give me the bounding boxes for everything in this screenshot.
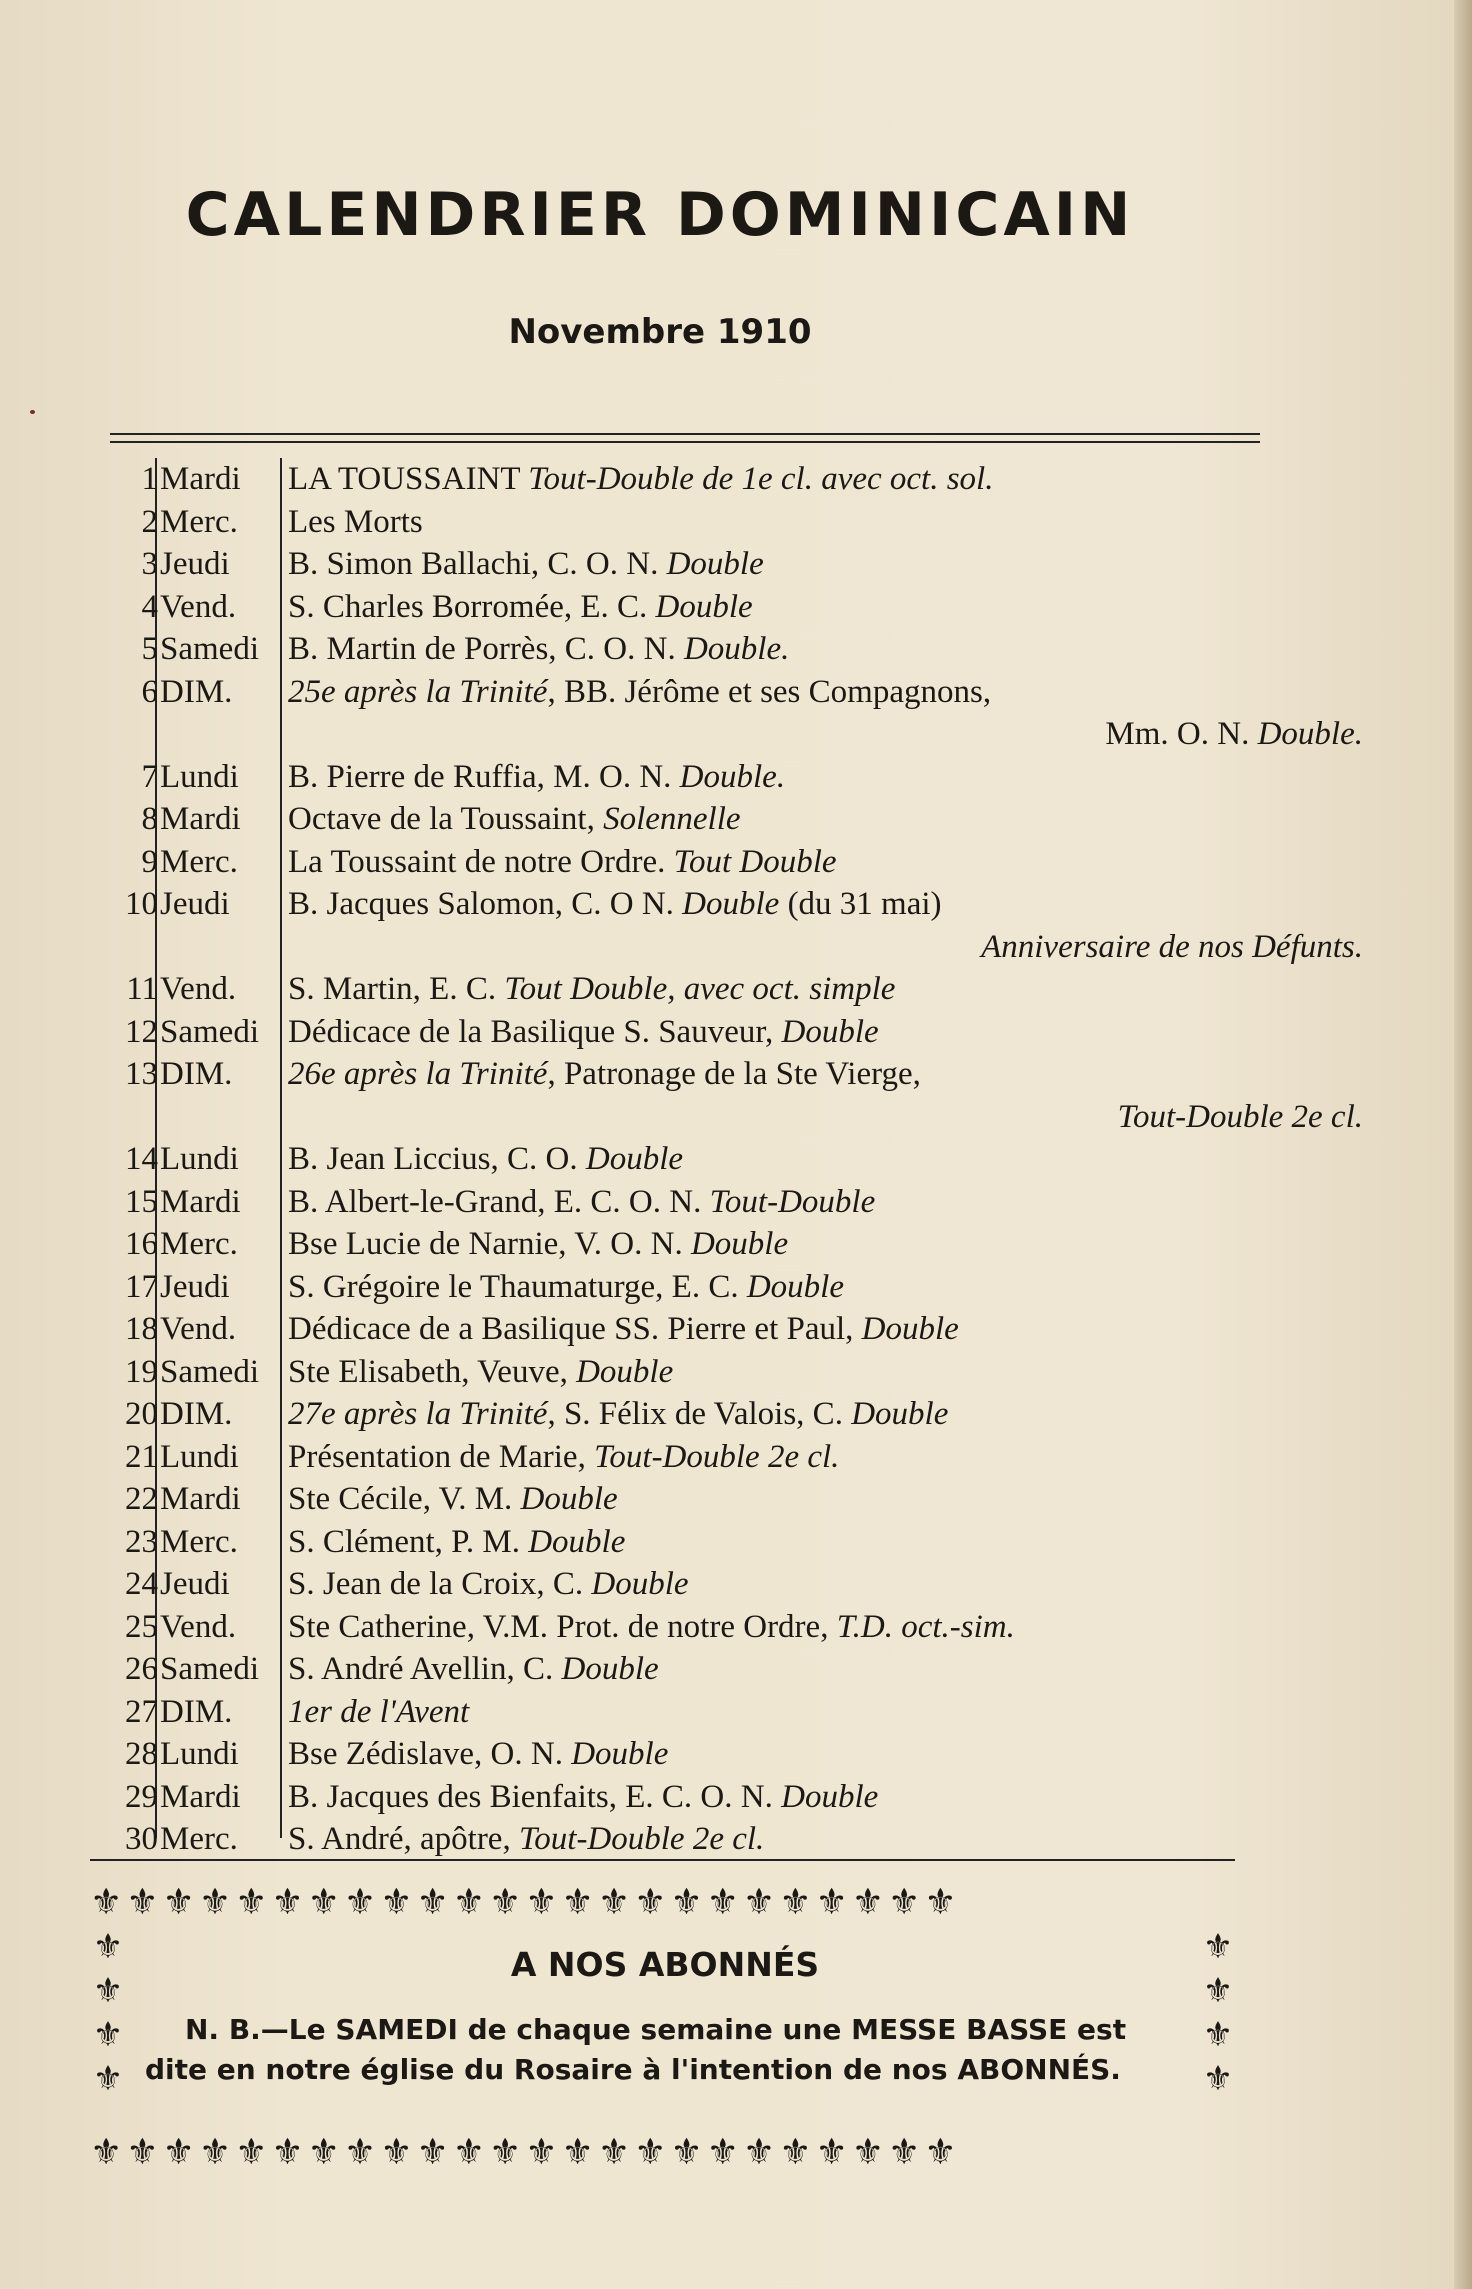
day-number: 21 [125, 1438, 158, 1475]
feast-name-text: Octave de la Toussaint, [288, 801, 604, 837]
fleur-de-lis-border-top: ⚜⚜⚜⚜⚜⚜⚜⚜⚜⚜⚜⚜⚜⚜⚜⚜⚜⚜⚜⚜⚜⚜⚜⚜ [90, 1882, 961, 1923]
weekday: Merc. [160, 1523, 238, 1560]
fleur-de-lis-border-right [1198, 1925, 1238, 2101]
feast-name-text: Ste Cécile, V. M. [288, 1481, 521, 1517]
day-number: 2 [141, 503, 158, 540]
weekday: Vend. [160, 588, 237, 625]
day-number: 14 [125, 1141, 158, 1177]
fleur-de-lis-icon: ⚜ [92, 1927, 124, 1967]
feast-name-text: S. Grégoire le Thaumaturge, E. C. [288, 1268, 747, 1305]
page-edge [1454, 0, 1472, 2289]
month-heading: Novembre 1910 [508, 312, 812, 352]
feast-entry [288, 543, 1363, 585]
feast-rank-text: Double [520, 1481, 618, 1517]
fleur-de-lis-border-bottom: ⚜⚜⚜⚜⚜⚜⚜⚜⚜⚜⚜⚜⚜⚜⚜⚜⚜⚜⚜⚜⚜⚜⚜⚜ [90, 2132, 961, 2173]
fleur-de-lis-icon: ⚜ [1202, 2015, 1234, 2055]
weekday: Mardi [160, 1778, 241, 1815]
weekday: Mardi [160, 1183, 241, 1220]
feast-entry [288, 586, 1363, 628]
feast-name-text: Mm. O. N. [1105, 716, 1258, 752]
feast-entry [288, 798, 1363, 840]
feast-entry [288, 968, 1363, 1010]
feast-rank-text: Tout Double, avec oct. simple [504, 971, 896, 1007]
feast-rank-text: T.D. oct.-sim. [836, 1608, 1015, 1645]
feast-name-text: La Toussaint de notre Ordre. [288, 843, 674, 880]
feast-rank-text: Double [576, 1353, 674, 1390]
feast-rank-text: Tout-Double 2e cl. [518, 1821, 765, 1857]
feast-entry-continuation [288, 926, 1369, 968]
feast-entry [288, 628, 1363, 670]
feast-entry [288, 756, 1363, 798]
day-number: 26 [125, 1651, 158, 1687]
feast-rank-text: Double [682, 886, 780, 922]
feast-name-text: Dédicace de a Basilique SS. Pierre et Paul, [288, 1311, 862, 1347]
weekday: Lundi [160, 758, 239, 795]
feast-entry [288, 1053, 1363, 1095]
day-number: 5 [141, 631, 158, 667]
day-number: 10 [125, 886, 158, 922]
feast-rank-text: Double [851, 1396, 949, 1432]
weekday: Samedi [160, 631, 259, 667]
day-number: 4 [141, 588, 158, 625]
weekday: Jeudi [160, 1268, 230, 1305]
feast-name-text: (du 31 mai) [779, 886, 942, 922]
weekday: Samedi [160, 1013, 259, 1050]
weekday: DIM. [160, 1056, 233, 1092]
feast-name-text: S. Charles Borromée, E. C. [288, 588, 656, 625]
feast-entry [288, 1266, 1363, 1308]
feast-entry [288, 501, 1363, 543]
feast-rank-text: Double [861, 1311, 959, 1347]
day-number: 20 [125, 1396, 158, 1432]
day-number: 17 [125, 1268, 158, 1305]
feast-rank-text: 27e après la Trinité [288, 1396, 548, 1432]
feast-rank-text: Double [690, 1226, 789, 1262]
feast-name-text: Bse Zédislave, O. N. [288, 1736, 572, 1772]
weekday: Merc. [160, 1821, 238, 1857]
day-number: 29 [125, 1778, 158, 1815]
feast-rank-text: Double [561, 1651, 659, 1687]
feast-rank-text: Tout Double [673, 843, 837, 880]
weekday: Mardi [160, 801, 241, 837]
feast-rank-text: Tout-Double 2e cl. [1117, 1098, 1363, 1135]
feast-rank-text: Double. [683, 631, 790, 667]
feast-entry [288, 1181, 1363, 1223]
feast-rank-text: Double [571, 1736, 669, 1772]
day-number: 6 [141, 673, 158, 710]
weekday: Jeudi [160, 886, 230, 922]
feast-rank-text: Double [781, 1778, 879, 1815]
day-number: 23 [125, 1523, 158, 1560]
feast-entry [288, 1478, 1363, 1520]
feast-name-text: Présentation de Marie, [288, 1438, 595, 1475]
bottom-rule [90, 1859, 1235, 1861]
feast-rank-text: 1er de l'Avent [288, 1693, 470, 1730]
day-number: 19 [125, 1353, 158, 1390]
weekday: DIM. [160, 673, 233, 710]
weekday: DIM. [160, 1693, 233, 1730]
weekday: Merc. [160, 843, 238, 880]
feast-rank-text: 26e après la Trinité [288, 1056, 548, 1092]
feast-entry [288, 1011, 1363, 1053]
feast-entry [288, 1818, 1363, 1860]
feast-name-text: Bse Lucie de Narnie, V. O. N. [288, 1226, 691, 1262]
notice-body: N. B.—Le SAMEDI de chaque semaine une MESSE BASSE est dite en notre église du Rosaire à l'intention de nos ABONNÉS. [145, 2013, 1127, 2086]
day-number: 16 [125, 1226, 158, 1262]
feast-rank-text: Double [528, 1523, 626, 1560]
day-number: 3 [141, 546, 158, 582]
feast-rank-text: Double [746, 1268, 844, 1305]
weekday: Vend. [160, 1311, 237, 1347]
feast-entry [288, 1691, 1363, 1733]
feast-rank-text: Double [655, 588, 753, 625]
ink-speck [30, 410, 35, 414]
day-number: 22 [125, 1481, 158, 1517]
feast-entry [288, 1563, 1363, 1605]
day-number: 24 [125, 1566, 158, 1602]
feast-name-text: S. Martin, E. C. [288, 971, 505, 1007]
day-number: 11 [126, 971, 158, 1007]
feast-entry [288, 1308, 1363, 1350]
feast-name-text: B. Jean Liccius, C. O. [288, 1141, 586, 1177]
feast-entry [288, 1138, 1363, 1180]
feast-rank-text: Tout-Double de 1e cl. avec oct. sol. [528, 461, 994, 497]
day-number: 8 [141, 801, 158, 837]
feast-rank-text: Solennelle [603, 801, 741, 837]
day-number: 18 [125, 1311, 158, 1347]
feast-name-text: Dédicace de la Basilique S. Sauveur, [288, 1013, 782, 1050]
feast-name-text: S. Clément, P. M. [288, 1523, 529, 1560]
weekday: Lundi [160, 1736, 239, 1772]
feast-rank-text: 25e après la Trinité [288, 673, 548, 710]
feast-name-text: Ste Elisabeth, Veuve, [288, 1353, 577, 1390]
page-title: CALENDRIER DOMINICAIN [185, 180, 1135, 250]
weekday: Samedi [160, 1353, 259, 1390]
fleur-de-lis-icon: ⚜ [92, 2015, 124, 2055]
feast-name-text: B. Jacques des Bienfaits, E. C. O. N. [288, 1778, 782, 1815]
feast-entry [288, 458, 1363, 500]
feast-name-text: , BB. Jérôme et ses Compagnons, [547, 673, 992, 710]
feast-entry [288, 1351, 1363, 1393]
weekday: Vend. [160, 971, 237, 1007]
weekday: Jeudi [160, 546, 230, 582]
feast-name-text: , Patronage de la Ste Vierge, [547, 1056, 921, 1092]
fleur-de-lis-icon: ⚜ [92, 2059, 124, 2099]
feast-rank-text: Double. [679, 758, 786, 795]
day-number: 25 [125, 1608, 158, 1645]
feast-entry [288, 1436, 1363, 1478]
feast-entry-continuation [288, 713, 1369, 755]
feast-rank-text: Double [591, 1566, 689, 1602]
feast-entry [288, 1223, 1363, 1265]
feast-name-text: Ste Catherine, V.M. Prot. de notre Ordre, [288, 1608, 837, 1645]
feast-rank-text: Double [781, 1013, 879, 1050]
weekday: Lundi [160, 1438, 239, 1475]
feast-entry-continuation [288, 1096, 1369, 1138]
weekday: Vend. [160, 1608, 237, 1645]
day-number: 9 [141, 843, 158, 880]
weekday: Mardi [160, 461, 241, 497]
feast-entry [288, 1521, 1363, 1563]
weekday: Samedi [160, 1651, 259, 1687]
weekday: Mardi [160, 1481, 241, 1517]
feast-rank-text: Double [585, 1141, 684, 1177]
weekday: DIM. [160, 1396, 233, 1432]
fleur-de-lis-icon: ⚜ [1202, 2059, 1234, 2099]
feast-rank-text: Tout-Double [709, 1183, 876, 1220]
day-number: 12 [125, 1013, 158, 1050]
feast-entry [288, 841, 1363, 883]
weekday: Jeudi [160, 1566, 230, 1602]
day-number: 27 [125, 1693, 158, 1730]
feast-rank-text: Tout-Double 2e cl. [594, 1438, 840, 1475]
feast-name-text: B. Jacques Salomon, C. O N. [288, 886, 683, 922]
feast-entry [288, 1733, 1363, 1775]
feast-entry [288, 1648, 1363, 1690]
feast-rank-text: Double [666, 546, 764, 582]
feast-name-text: B. Simon Ballachi, C. O. N. [288, 546, 667, 582]
feast-entry [288, 883, 1363, 925]
day-number: 30 [125, 1821, 158, 1857]
feast-entry [288, 1606, 1363, 1648]
feast-entry [288, 1776, 1363, 1818]
fleur-de-lis-icon: ⚜ [92, 1971, 124, 2011]
day-number: 7 [141, 758, 158, 795]
feast-name-text: LA TOUSSAINT [288, 461, 529, 497]
feast-name-text: Les Morts [288, 503, 423, 540]
feast-entry [288, 1393, 1363, 1435]
feast-name-text: S. André Avellin, C. [288, 1651, 562, 1687]
day-number: 1 [141, 461, 158, 497]
weekday: Merc. [160, 503, 238, 540]
notice-title: A NOS ABONNÉS [510, 1945, 820, 1984]
weekday: Lundi [160, 1141, 239, 1177]
day-number: 28 [125, 1736, 158, 1772]
feast-rank-text: Double. [1257, 716, 1363, 752]
feast-name-text: S. André, apôtre, [288, 1821, 519, 1857]
feast-name-text: B. Martin de Porrès, C. O. N. [288, 631, 684, 667]
feast-rank-text: Anniversaire de nos Défunts. [981, 928, 1363, 965]
day-number: 15 [125, 1183, 158, 1220]
feast-name-text: B. Albert-le-Grand, E. C. O. N. [288, 1183, 710, 1220]
top-double-rule [110, 433, 1260, 443]
feast-name-text: B. Pierre de Ruffia, M. O. N. [288, 758, 680, 795]
fleur-de-lis-icon: ⚜ [1202, 1971, 1234, 2011]
weekday: Merc. [160, 1226, 238, 1262]
feast-entry [288, 671, 1363, 713]
fleur-de-lis-icon: ⚜ [1202, 1927, 1234, 1967]
feast-name-text: , S. Félix de Valois, C. [547, 1396, 852, 1432]
fleur-de-lis-border-left [88, 1925, 128, 2101]
day-number: 13 [125, 1056, 158, 1092]
feast-name-text: S. Jean de la Croix, C. [288, 1566, 592, 1602]
